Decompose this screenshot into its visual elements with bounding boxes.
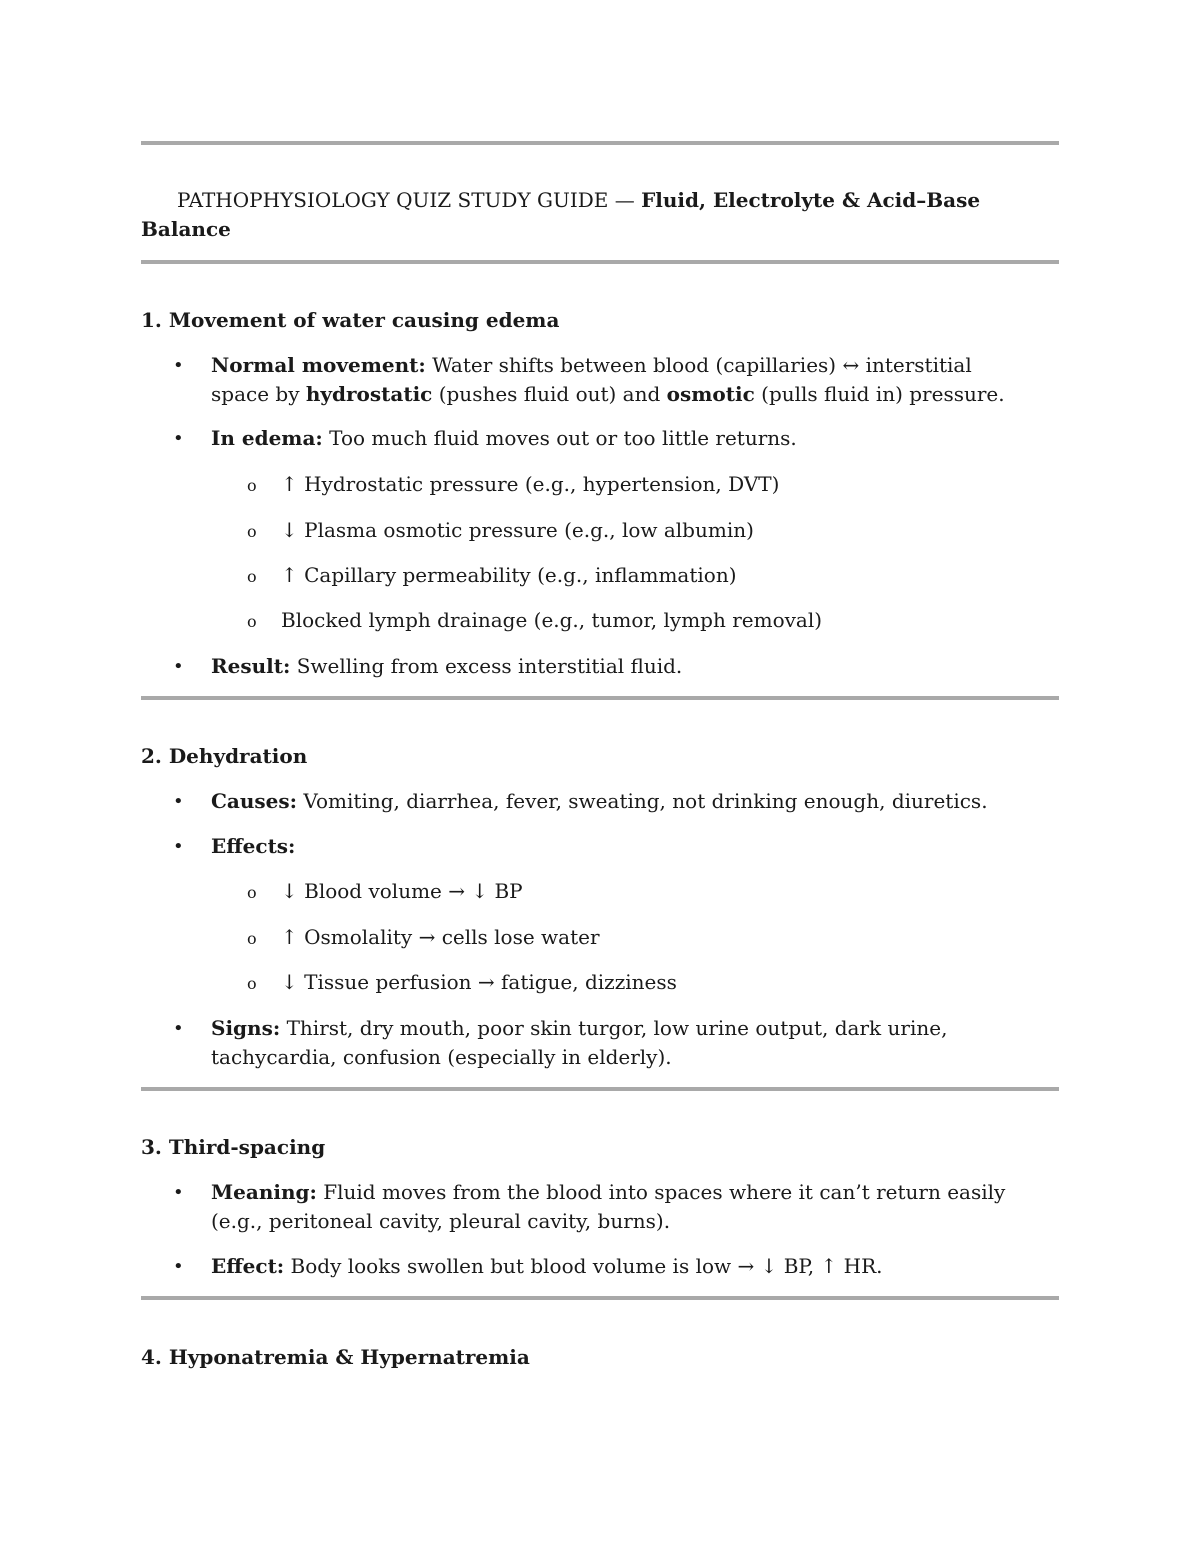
bullet-text bbox=[211, 787, 1021, 816]
horizontal-rule bbox=[141, 1087, 1059, 1091]
bullet-label: Effects: bbox=[211, 834, 296, 858]
sub-item-text: ↓ Tissue perfusion → fatigue, dizziness bbox=[281, 970, 677, 994]
bullet-body: Too much fluid moves out or too little returns. bbox=[322, 426, 797, 450]
horizontal-rule bbox=[141, 260, 1059, 264]
bullet-icon: • bbox=[173, 1018, 184, 1039]
bullet-icon: • bbox=[173, 1256, 184, 1277]
bullet-body: Fluid moves from the blood into spaces where it can’t return easily (e.g., peritoneal cavity, pleural cavity, burns). bbox=[211, 1180, 1006, 1233]
bullet-icon: • bbox=[173, 355, 184, 376]
sub-bullet-icon: o bbox=[247, 612, 257, 631]
bullet-body: Water shifts between blood (capillaries) ↔ interstitial space by bbox=[211, 353, 972, 406]
sub-bullet-icon: o bbox=[247, 567, 257, 586]
horizontal-rule bbox=[141, 1296, 1059, 1300]
bullet-body: (pushes fluid out) and bbox=[432, 382, 667, 406]
bullet-label: In edema: bbox=[211, 426, 323, 450]
bullet-text bbox=[211, 1014, 1021, 1072]
bullet-label: Result: bbox=[211, 654, 291, 678]
bullet-text bbox=[211, 1178, 1021, 1236]
bullet-label: Effect: bbox=[211, 1254, 285, 1278]
bullet-text bbox=[211, 652, 1021, 681]
bullet-icon: • bbox=[173, 428, 184, 449]
section-heading-dehydration: 2. Dehydration bbox=[141, 744, 308, 768]
bullet-body: Body looks swollen but blood volume is low → ↓ BP, ↑ HR. bbox=[284, 1254, 883, 1278]
bullet-label: Meaning: bbox=[211, 1180, 317, 1204]
sub-bullet-icon: o bbox=[247, 929, 257, 948]
bullet-body: Vomiting, diarrhea, fever, sweating, not drinking enough, diuretics. bbox=[297, 789, 988, 813]
sub-item-text: ↑ Osmolality → cells lose water bbox=[281, 925, 600, 949]
sub-item-text: Blocked lymph drainage (e.g., tumor, lymph removal) bbox=[281, 608, 823, 632]
sub-item-text: ↓ Plasma osmotic pressure (e.g., low albumin) bbox=[281, 518, 754, 542]
title-subject: Fluid, Electrolyte & Acid–Base Balance bbox=[141, 188, 981, 241]
bullet-text bbox=[211, 832, 1021, 861]
bullet-text bbox=[211, 1252, 1021, 1281]
bullet-body: (pulls fluid in) pressure. bbox=[754, 382, 1005, 406]
document-title bbox=[141, 186, 1059, 244]
sub-item-text: ↑ Capillary permeability (e.g., inflammation) bbox=[281, 563, 737, 587]
bold-term: hydrostatic bbox=[305, 382, 433, 406]
title-prefix: PATHOPHYSIOLOGY QUIZ STUDY GUIDE — bbox=[177, 188, 642, 212]
sub-bullet-icon: o bbox=[247, 974, 257, 993]
sub-bullet-icon: o bbox=[247, 476, 257, 495]
bullet-body: Thirst, dry mouth, poor skin turgor, low urine output, dark urine, tachycardia, confusion (especially in elderly). bbox=[211, 1016, 948, 1069]
sub-item-text: ↓ Blood volume → ↓ BP bbox=[281, 879, 523, 903]
horizontal-rule bbox=[141, 696, 1059, 700]
section-heading-third-spacing: 3. Third-spacing bbox=[141, 1135, 326, 1159]
section-heading-edema: 1. Movement of water causing edema bbox=[141, 308, 560, 332]
bold-term: osmotic bbox=[666, 382, 755, 406]
bullet-text bbox=[211, 351, 1021, 409]
bullet-text bbox=[211, 424, 1021, 453]
bullet-icon: • bbox=[173, 656, 184, 677]
sub-bullet-icon: o bbox=[247, 522, 257, 541]
sub-item-text: ↑ Hydrostatic pressure (e.g., hypertension, DVT) bbox=[281, 472, 780, 496]
bullet-icon: • bbox=[173, 836, 184, 857]
sub-bullet-icon: o bbox=[247, 883, 257, 902]
bullet-label: Normal movement: bbox=[211, 353, 426, 377]
section-heading-sodium: 4. Hyponatremia & Hypernatremia bbox=[141, 1345, 530, 1369]
bullet-icon: • bbox=[173, 1182, 184, 1203]
horizontal-rule bbox=[141, 141, 1059, 145]
bullet-label: Causes: bbox=[211, 789, 298, 813]
bullet-label: Signs: bbox=[211, 1016, 281, 1040]
bullet-body: Swelling from excess interstitial fluid. bbox=[290, 654, 683, 678]
bullet-icon: • bbox=[173, 791, 184, 812]
